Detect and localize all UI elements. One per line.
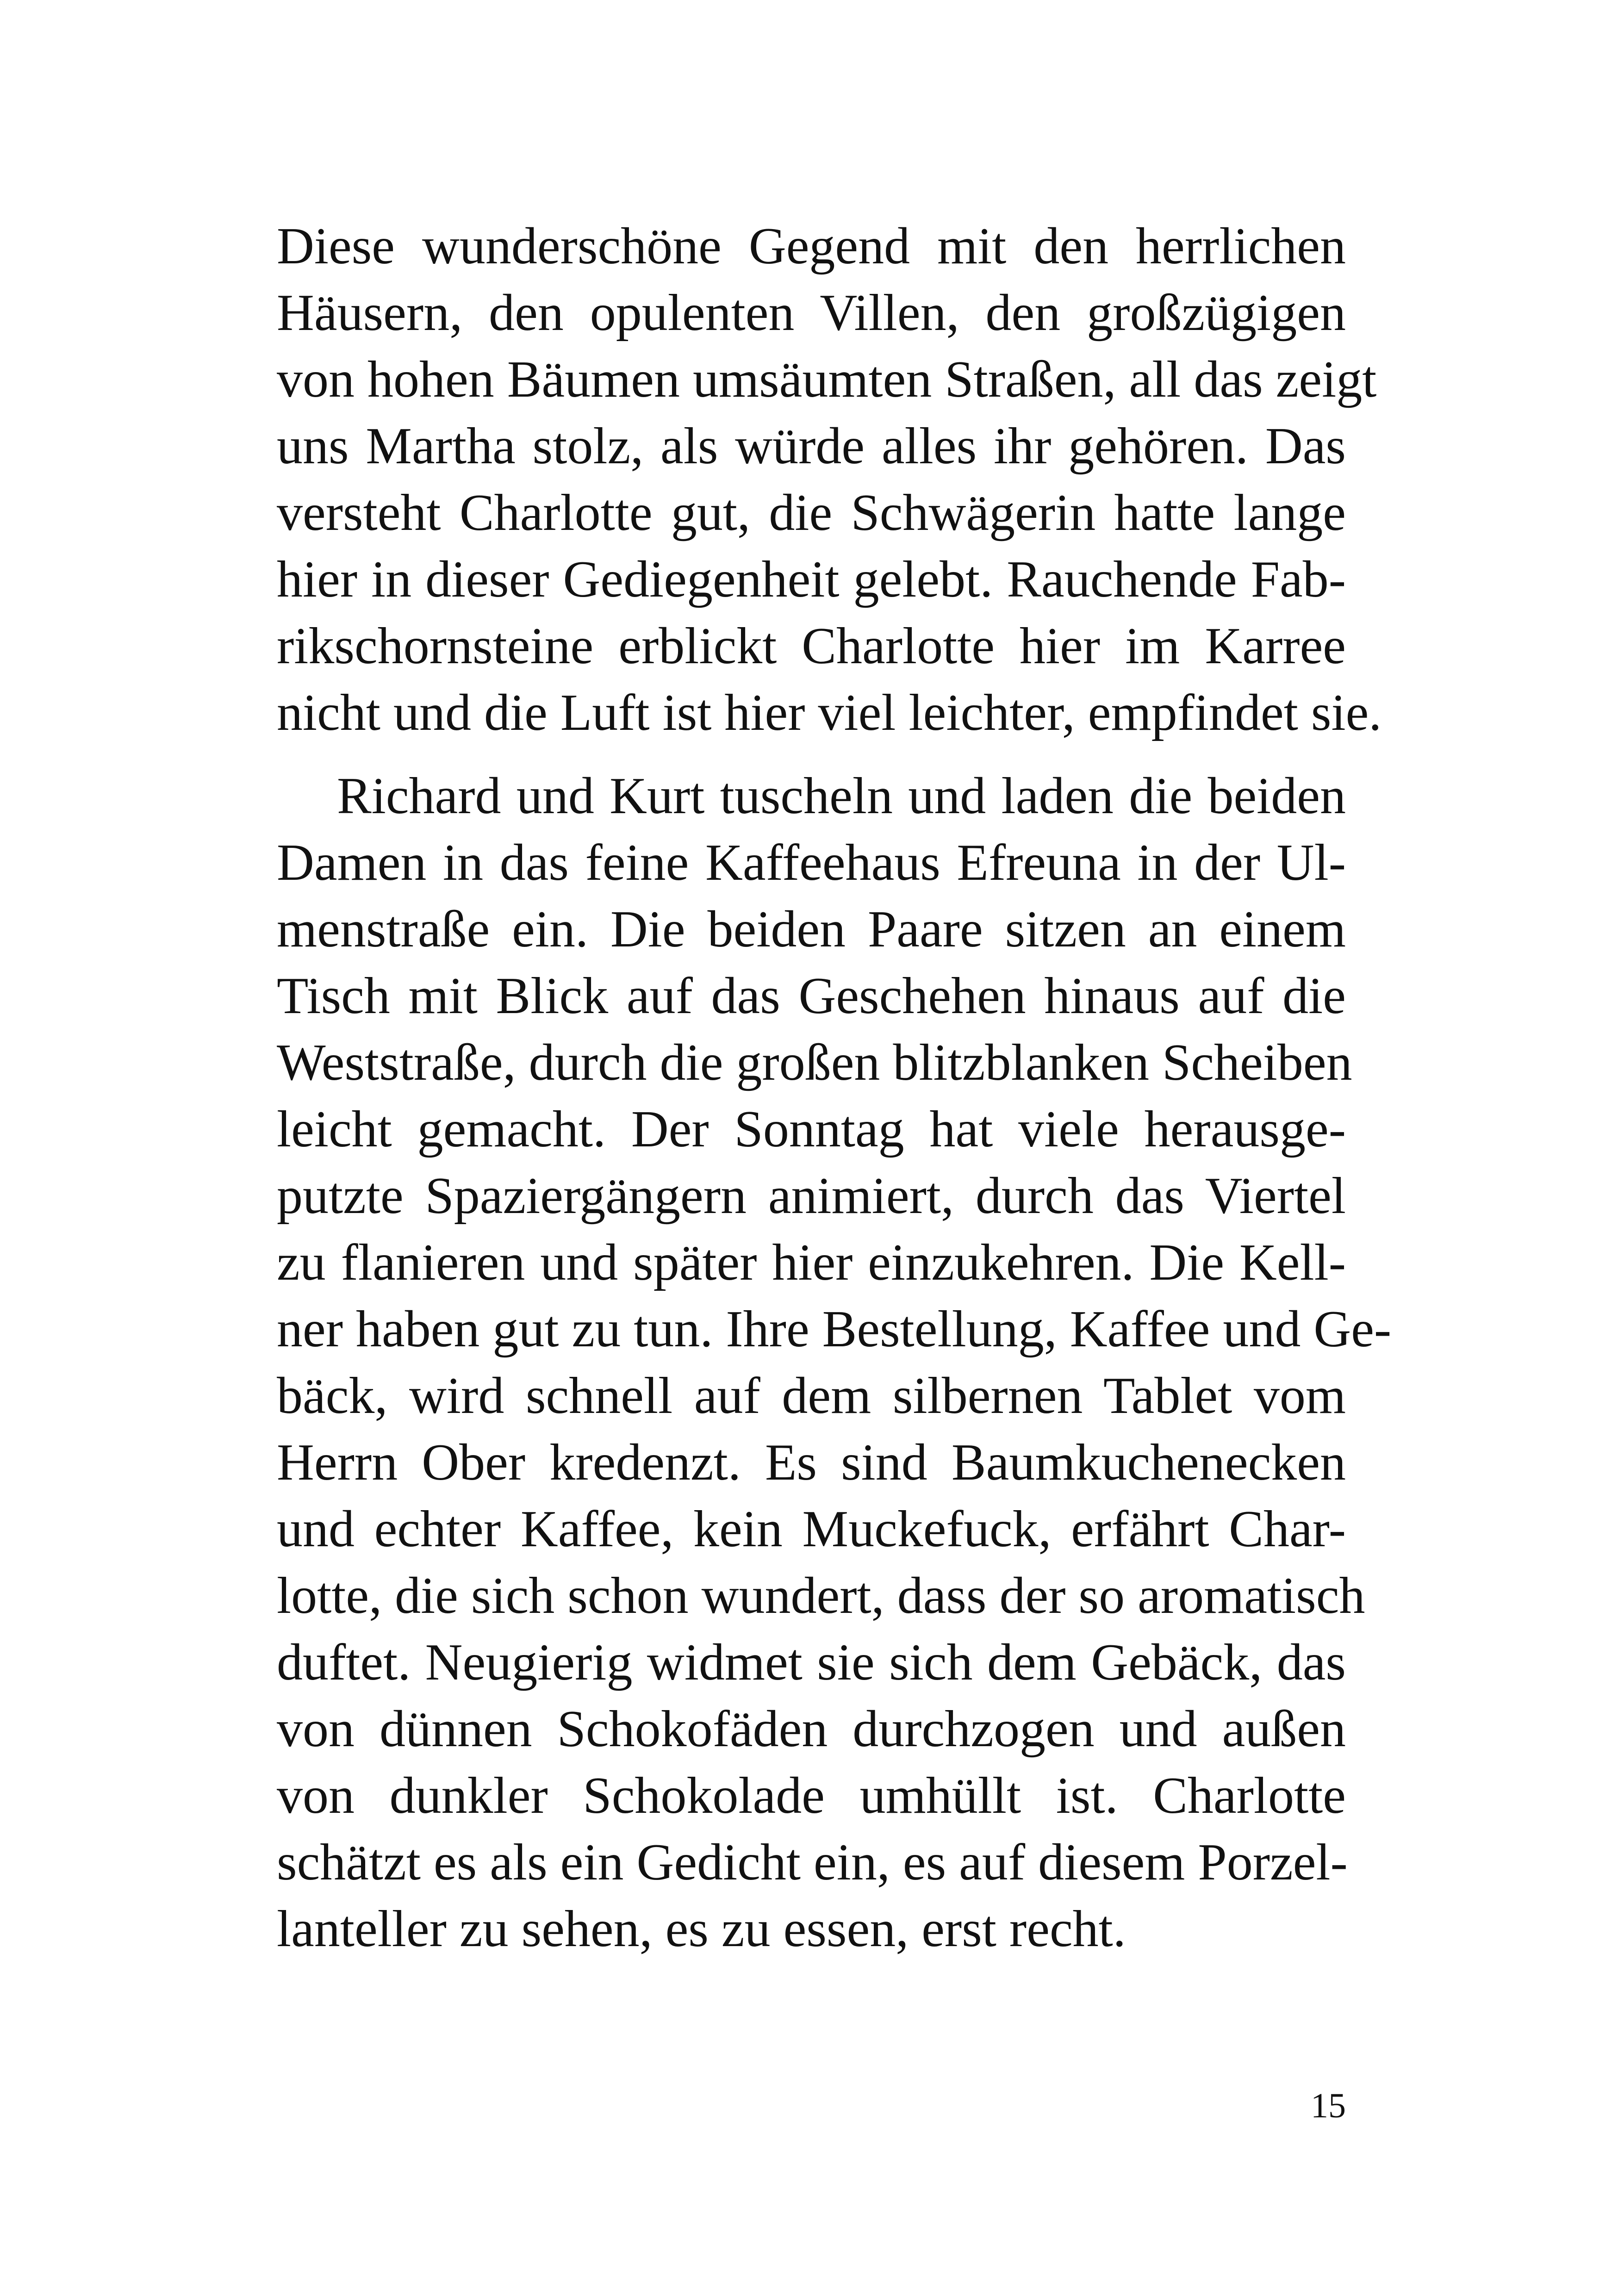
text-line: und echter Kaffee, kein Muckefuck, erfährt Char-: [277, 1500, 1346, 1558]
text-line: uns Martha stolz, als würde alles ihr gehören. Das: [277, 417, 1346, 475]
text-line: hier in dieser Gediegenheit gelebt. Rauchende Fab-: [277, 551, 1346, 608]
text-line: versteht Charlotte gut, die Schwägerin hatte lange: [277, 484, 1346, 541]
text-line: schätzt es als ein Gedicht ein, es auf diesem Porzel-: [277, 1834, 1348, 1891]
text-line: Herrn Ober kredenzt. Es sind Baumkuchenecken: [277, 1434, 1346, 1491]
text-line: von dunkler Schokolade umhüllt ist. Charlotte: [277, 1767, 1346, 1824]
text-line: Richard und Kurt tuscheln und laden die beiden: [337, 767, 1346, 825]
text-line: lotte, die sich schon wundert, dass der so aromatisch: [277, 1567, 1365, 1624]
text-line: Weststraße, durch die großen blitzblanken Scheiben: [277, 1034, 1352, 1091]
text-line: leicht gemacht. Der Sonntag hat viele herausge-: [277, 1101, 1346, 1158]
text-line: ner haben gut zu tun. Ihre Bestellung, Kaffee und Ge-: [277, 1300, 1392, 1358]
text-line: menstraße ein. Die beiden Paare sitzen an einem: [277, 901, 1346, 958]
text-line: nicht und die Luft ist hier viel leichter, empfindet sie.: [277, 684, 1382, 741]
text-line: Tisch mit Blick auf das Geschehen hinaus auf die: [277, 967, 1346, 1025]
text-line: rikschornsteine erblickt Charlotte hier im Karree: [277, 617, 1346, 675]
paragraph-2: [277, 763, 1392, 1962]
text-line: von dünnen Schokofäden durchzogen und außen: [277, 1700, 1346, 1758]
text-line: putzte Spaziergängern animiert, durch das Viertel: [277, 1167, 1346, 1225]
text-line: Diese wunderschöne Gegend mit den herrlichen: [277, 218, 1346, 275]
text-line: duftet. Neugierig widmet sie sich dem Gebäck, das: [277, 1634, 1346, 1691]
page-number: 15: [1311, 2086, 1346, 2125]
text-line: lanteller zu sehen, es zu essen, erst recht.: [277, 1900, 1126, 1958]
text-line: bäck, wird schnell auf dem silbernen Tablet vom: [277, 1367, 1346, 1425]
text-line: Häusern, den opulenten Villen, den großzügigen: [277, 284, 1346, 342]
text-line: von hohen Bäumen umsäumten Straßen, all das zeigt: [277, 351, 1377, 408]
paragraph-1: [277, 213, 1382, 746]
text-line: Damen in das feine Kaffeehaus Efreuna in der Ul-: [277, 834, 1346, 891]
text-line: zu flanieren und später hier einzukehren. Die Kell-: [277, 1234, 1346, 1291]
